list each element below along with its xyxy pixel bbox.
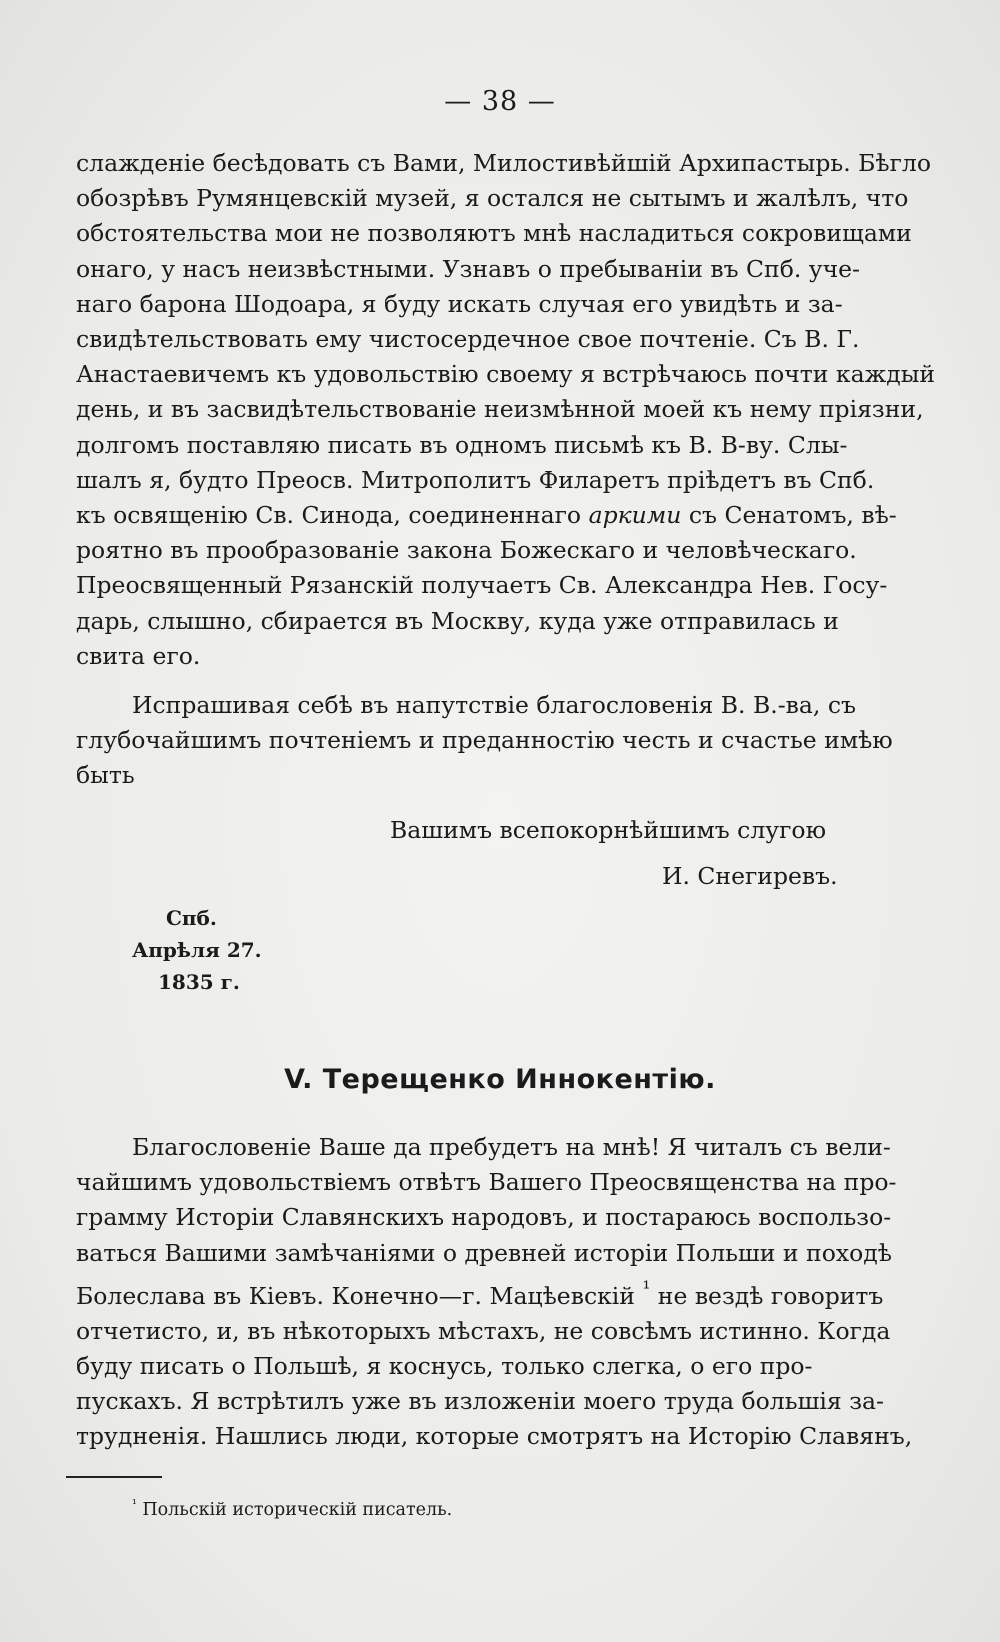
text-line: Анастаевичемъ къ удовольствію своему я встрѣчаюсь почти каждый <box>76 360 936 389</box>
page-number: — 38 — <box>444 86 556 117</box>
italic-word: аркими <box>588 501 682 530</box>
text-line: глубочайшимъ почтеніемъ и преданностію честь и счастье имѣю <box>76 726 893 755</box>
signature: И. Снегиревъ. <box>662 862 838 890</box>
text-line: роятно въ прообразованіе закона Божескаго и человѣческаго. <box>76 536 857 565</box>
text-line: Испрашивая себѣ въ напутствіе благословенія В. В.-ва, съ <box>132 691 856 719</box>
signoff: Вашимъ всепокорнѣйшимъ слугою <box>390 816 827 844</box>
letter-1-closing <box>76 688 946 794</box>
text-line: день, и въ засвидѣтельствованіе неизмѣнной моей къ нему пріязни, <box>76 395 924 424</box>
text-line: грамму Исторіи Славянскихъ народовъ, и постараюсь воспользо- <box>76 1203 892 1232</box>
text-line: ваться Вашими замѣчаніями о древней исторіи Польши и походѣ <box>76 1238 892 1267</box>
letter-1-body <box>76 146 946 674</box>
text-line: пускахъ. Я встрѣтилъ уже въ изложеніи моего труда большія за- <box>76 1387 884 1416</box>
text-line: быть <box>76 761 135 790</box>
section-heading: V. Терещенко Иннокентію. <box>284 1064 716 1095</box>
date-year: 1835 г. <box>158 970 240 994</box>
text-line: обстоятельства мои не позволяютъ мнѣ насладиться сокровищами <box>76 219 912 248</box>
text-line: дарь, слышно, сбирается въ Москву, куда уже отправилась и <box>76 606 839 635</box>
text-line <box>76 498 946 533</box>
text-line: онаго, у насъ неизвѣстными. Узнавъ о пребываніи въ Спб. уче- <box>76 254 860 283</box>
text-line: чайшимъ удовольствіемъ отвѣтъ Вашего Преосвященства на про- <box>76 1168 897 1197</box>
text-segment: къ освященію Св. Синода, соединеннаго <box>76 501 589 530</box>
footnote-text: Польскій историческій писатель. <box>136 1499 453 1520</box>
text-segment: Болеслава въ Кіевъ. Конечно—г. Мацѣевскій <box>76 1281 643 1310</box>
date-day: Апрѣля 27. <box>132 938 262 962</box>
text-line: отчетисто, и, въ нѣкоторыхъ мѣстахъ, не совсѣмъ истинно. Когда <box>76 1316 891 1345</box>
text-line: слажденіе бесѣдовать съ Вами, Милостивѣйшій Архипастырь. Бѣгло <box>76 149 931 177</box>
footnote-rule <box>66 1476 162 1478</box>
text-line: свита его. <box>76 641 201 670</box>
text-line: трудненія. Нашлись люди, которые смотрятъ на Исторію Славянъ, <box>76 1422 913 1451</box>
date-place: Спб. <box>166 906 217 930</box>
text-line: буду писать о Польшѣ, я коснусь, только слегка, о его про- <box>76 1352 813 1381</box>
dateline <box>132 902 262 998</box>
text-line: Преосвященный Рязанскій получаетъ Св. Александра Нев. Госу- <box>76 571 888 600</box>
text-segment: не вездѣ говоритъ <box>650 1281 884 1310</box>
text-line: Благословеніе Ваше да пребудетъ на мнѣ! Я читалъ съ вели- <box>132 1133 891 1161</box>
text-line <box>76 1271 946 1314</box>
text-line: долгомъ поставляю писать въ одномъ письмѣ къ В. В-ву. Слы- <box>76 430 848 459</box>
letter-2-body <box>76 1130 946 1455</box>
text-segment: съ Сенатомъ, вѣ- <box>681 501 897 530</box>
text-line: шалъ я, будто Преосв. Митрополитъ Филаретъ пріѣдетъ въ Спб. <box>76 465 875 494</box>
footnote-mark: ¹ <box>132 1497 137 1511</box>
footnote <box>132 1497 452 1520</box>
text-line: наго барона Шодоара, я буду искать случая его увидѣть и за- <box>76 289 843 318</box>
text-line: обозрѣвъ Румянцевскій музей, я остался не сытымъ и жалѣлъ, что <box>76 184 909 213</box>
text-line: свидѣтельствовать ему чистосердечное свое почтеніе. Съ В. Г. <box>76 325 860 354</box>
footnote-ref: ¹ <box>642 1276 651 1300</box>
